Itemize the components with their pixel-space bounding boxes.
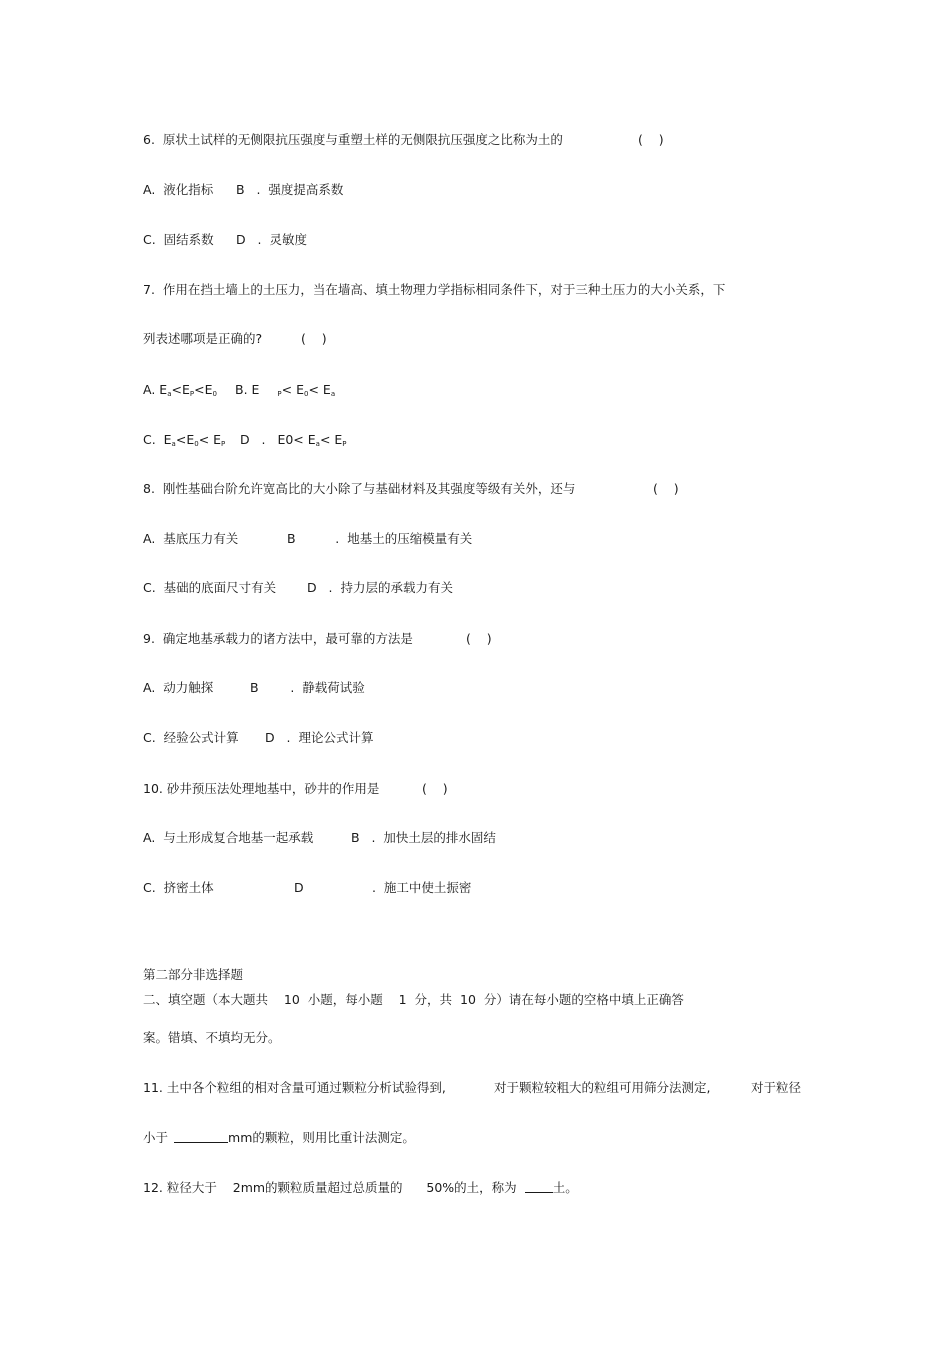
q7-answer-paren: ( ) <box>301 331 327 346</box>
q6-stem: 6. 原状土试样的无侧限抗压强度与重塑土样的无侧限抗压强度之比称为土的 <box>143 132 563 147</box>
q10-stem: 10. 砂井预压法处理地基中，砂井的作用是 <box>143 781 380 796</box>
q9-option-d: D . 理论公式计算 <box>265 730 374 745</box>
q6-answer-paren: ( ) <box>638 132 664 147</box>
q6-option-c: C. 固结系数 <box>143 232 214 247</box>
q9-option-c: C. 经验公式计算 <box>143 730 239 745</box>
q6-option-d: D . 灵敏度 <box>236 232 307 247</box>
q12-answer-blank[interactable] <box>525 1180 553 1193</box>
q8-option-a: A. 基底压力有关 <box>143 531 239 546</box>
q7-option-d: D . E0< Ea< EP <box>240 432 347 448</box>
fill-in-section-instructions: 二、填空题（本大题共 10 小题，每小题 1 分，共 10 分）请在每小题的空格中填上正确答 <box>143 992 684 1007</box>
q8-option-d: D . 持力层的承载力有关 <box>307 580 453 595</box>
q12-line: 12. 粒径大于 2mm的颗粒质量超过总质量的 50%的土，称为 土。 <box>143 1180 578 1195</box>
q11-answer-blank[interactable] <box>174 1130 228 1143</box>
q10-option-d-letter: D <box>294 880 304 895</box>
q7-stem-continued: 列表述哪项是正确的? <box>143 331 263 346</box>
q7-option-b: B. E P< E0< Ea <box>235 382 336 398</box>
q9-stem: 9. 确定地基承载力的诸方法中，最可靠的方法是 <box>143 631 413 646</box>
q6-option-a: A. 液化指标 <box>143 182 214 197</box>
q10-answer-paren: ( ) <box>422 781 448 796</box>
q8-option-c: C. 基础的底面尺寸有关 <box>143 580 277 595</box>
q8-stem: 8. 刚性基础台阶允许宽高比的大小除了与基础材料及其强度等级有关外，还与 <box>143 481 576 496</box>
q10-option-d-text: . 施工中使土振密 <box>372 880 472 895</box>
q10-option-b: B . 加快土层的排水固结 <box>351 830 496 845</box>
q11-line1-part1: 11. 土中各个粒组的相对含量可通过颗粒分析试验得到, <box>143 1080 446 1095</box>
part2-heading: 第二部分非选择题 <box>143 967 244 982</box>
q9-option-b: B . 静载荷试验 <box>250 680 365 695</box>
q11-line1-part2: 对于颗粒较粗大的粒组可用筛分法测定, <box>494 1080 711 1095</box>
q9-answer-paren: ( ) <box>466 631 492 646</box>
q8-option-b: B . 地基土的压缩模量有关 <box>287 531 473 546</box>
q11-line1-part3: 对于粒径 <box>751 1080 802 1095</box>
q7-stem: 7. 作用在挡土墙上的土压力，当在墙高、填土物理力学指标相同条件下，对于三种土压力的大小关系，下 <box>143 282 726 297</box>
q11-line2: 小于 mm的颗粒，则用比重计法测定。 <box>143 1130 415 1145</box>
fill-in-section-instructions-continued: 案。错填、不填均无分。 <box>143 1030 281 1045</box>
q7-option-a: A. Ea<EP<E0 <box>143 382 217 398</box>
q9-option-a: A. 动力触探 <box>143 680 214 695</box>
q10-option-c: C. 挤密土体 <box>143 880 214 895</box>
q7-option-c: C. Ea<E0< EP <box>143 432 226 448</box>
q6-option-b: B . 强度提高系数 <box>236 182 344 197</box>
q8-answer-paren: ( ) <box>653 481 679 496</box>
q10-option-a: A. 与土形成复合地基一起承载 <box>143 830 314 845</box>
